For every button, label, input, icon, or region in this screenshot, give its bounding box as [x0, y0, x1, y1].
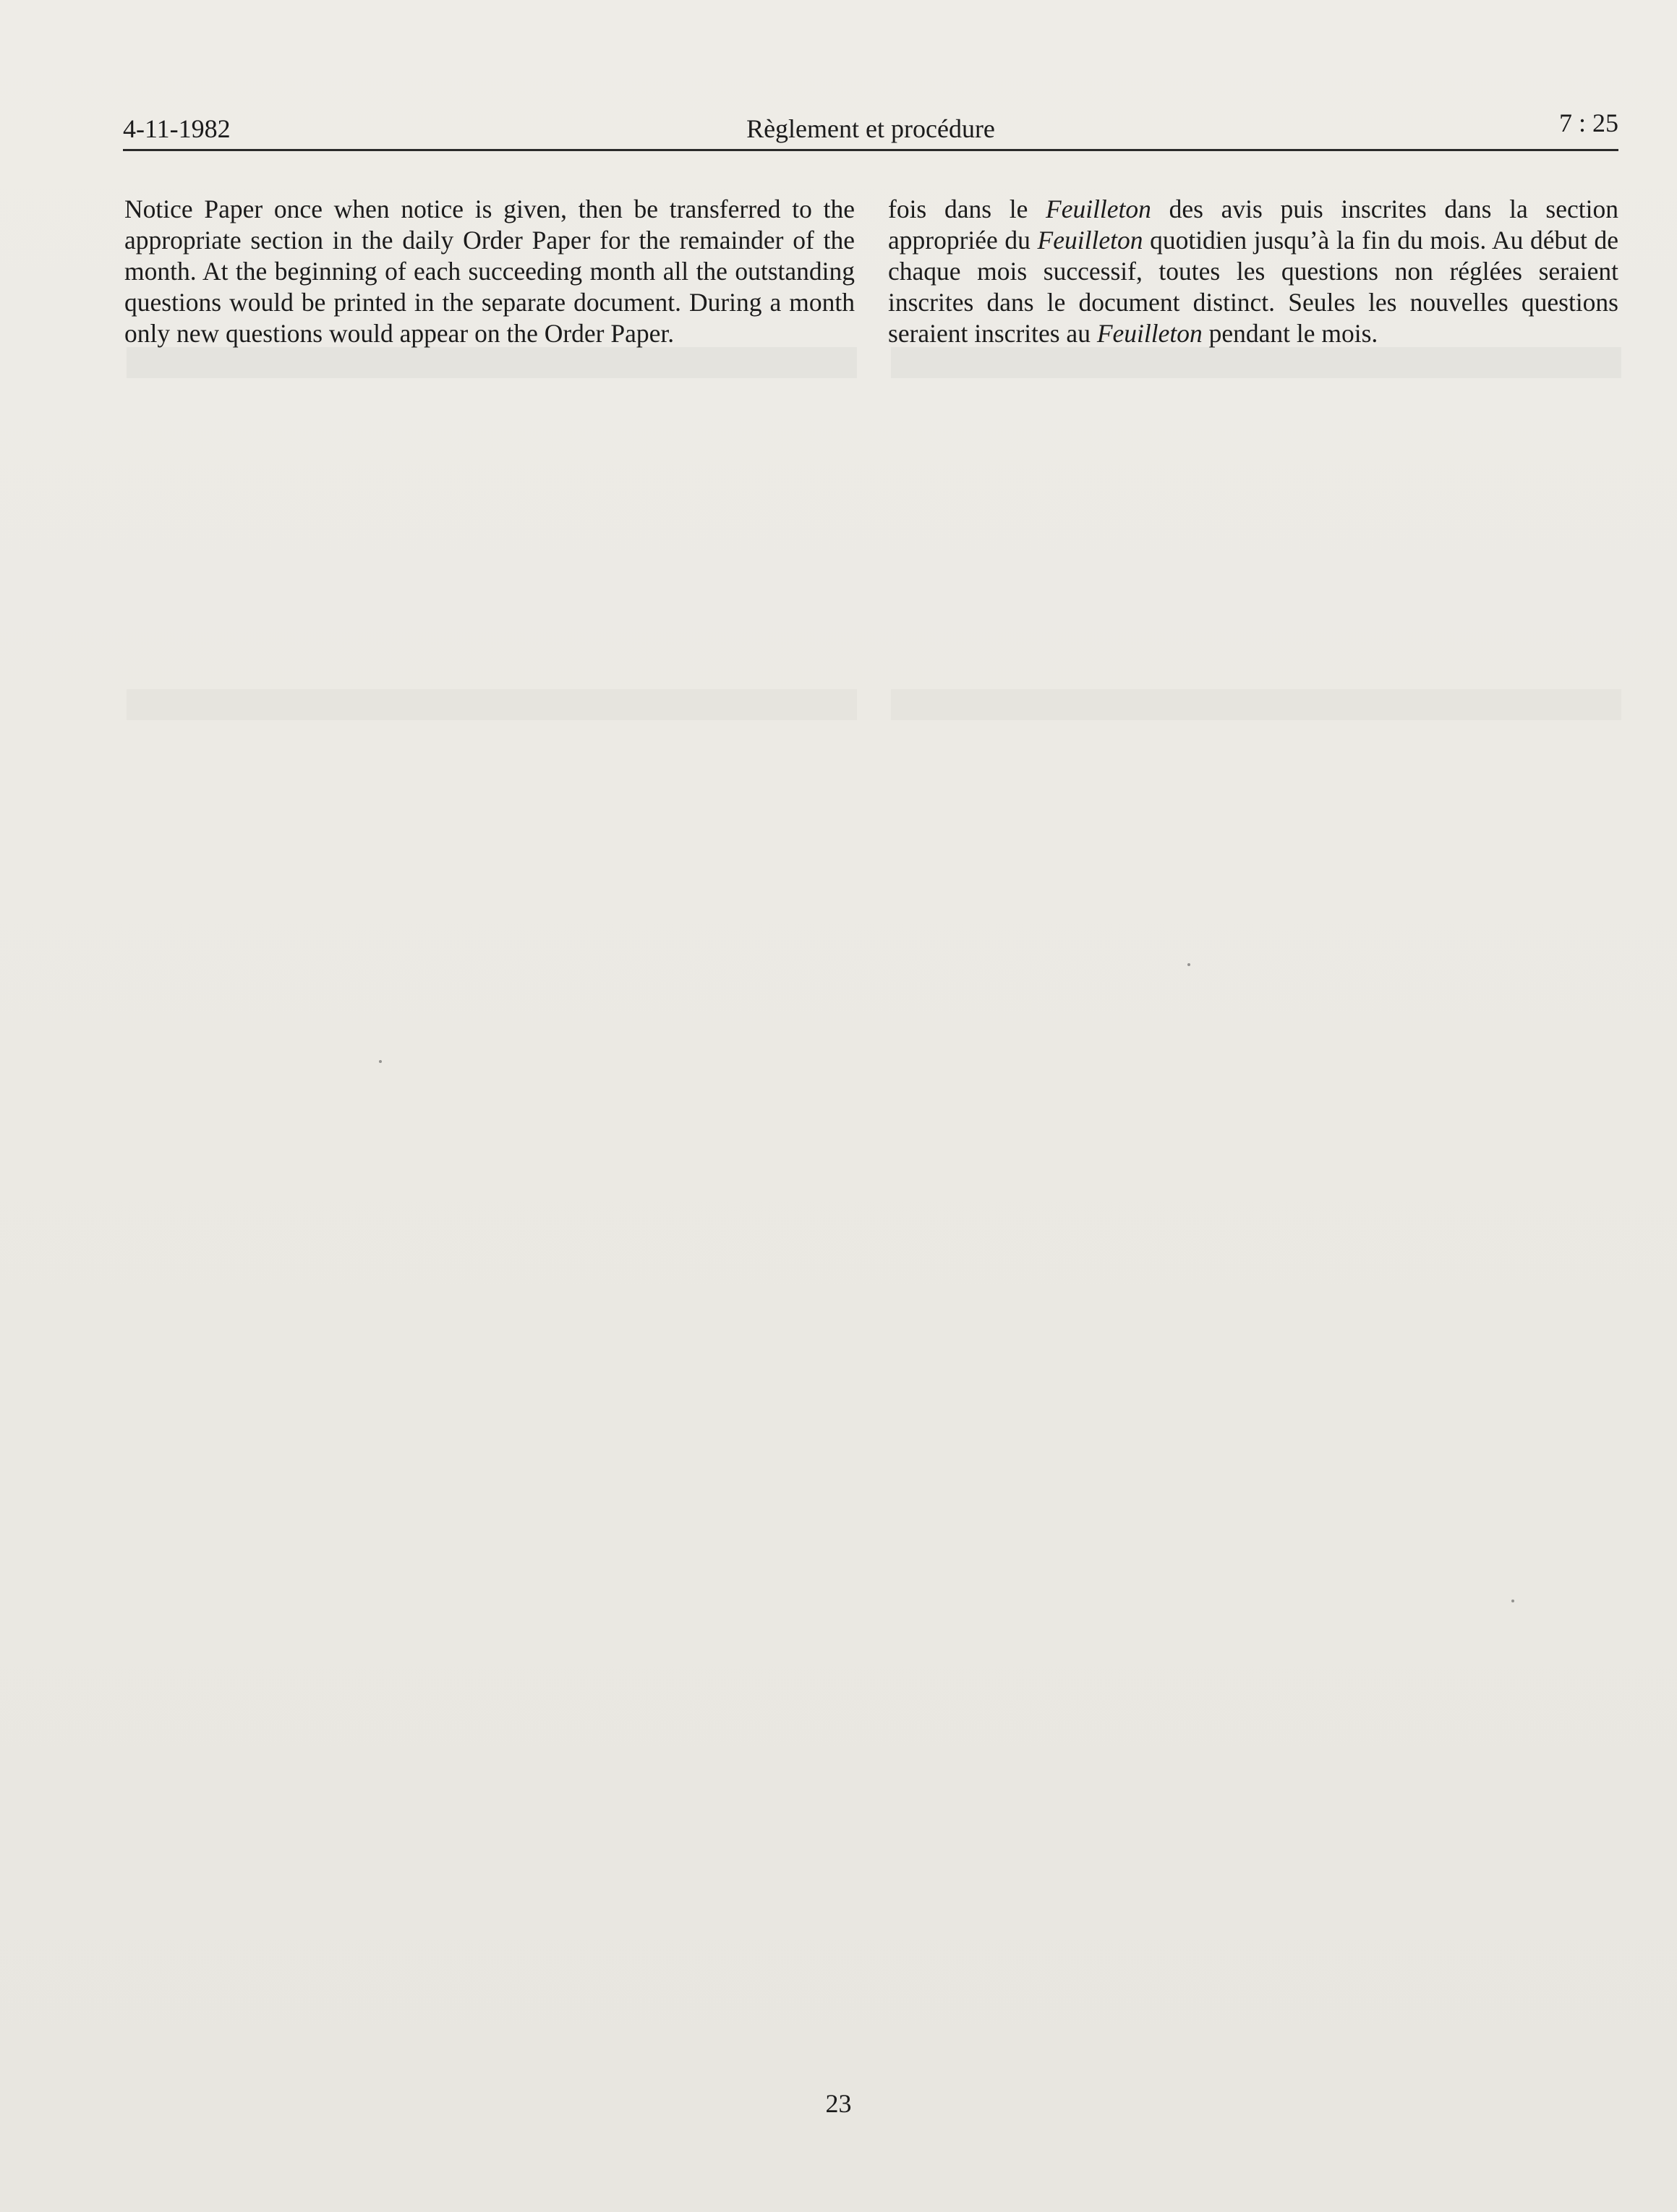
french-text-1: fois dans le	[888, 195, 1046, 223]
paper-speck	[1187, 963, 1190, 966]
french-italic-3: Feuilleton	[1096, 319, 1203, 348]
french-text-4: pendant le mois.	[1202, 319, 1378, 348]
paper-speck	[1511, 1600, 1514, 1602]
french-italic-2: Feuilleton	[1037, 226, 1143, 255]
running-header	[123, 107, 1618, 150]
english-column	[124, 194, 855, 349]
header-date: 4-11-1982	[123, 114, 231, 143]
bleed-through-right	[891, 347, 1621, 720]
header-rule	[123, 149, 1618, 151]
header-page-reference: 7 : 25	[1558, 108, 1618, 137]
french-italic-1: Feuilleton	[1046, 195, 1151, 223]
french-text-2: des avis puis inscrites dans la section appropriée du	[888, 195, 1618, 255]
french-paragraph	[888, 194, 1618, 349]
bleed-through-left	[127, 347, 857, 720]
english-paragraph: Notice Paper once when notice is given, then be transferred to the appropriate section in the daily Order Paper for the remainder of the month. At the beginning of each succeeding month all the outstanding questions would be printed in the separate document. During a month only new questions would appear on the Order Paper.	[124, 195, 855, 348]
header-title: Règlement et procédure	[746, 114, 995, 143]
french-column	[888, 194, 1618, 349]
french-text-3: quotidien jusqu’à la fin du mois. Au début de chaque mois successif, toutes les questions non réglées seraient inscrites dans le document distinct. Seules les nouvelles questions seraient inscrites au	[888, 226, 1618, 348]
page-number: 23	[825, 2089, 852, 2118]
paper-speck	[379, 1060, 382, 1063]
